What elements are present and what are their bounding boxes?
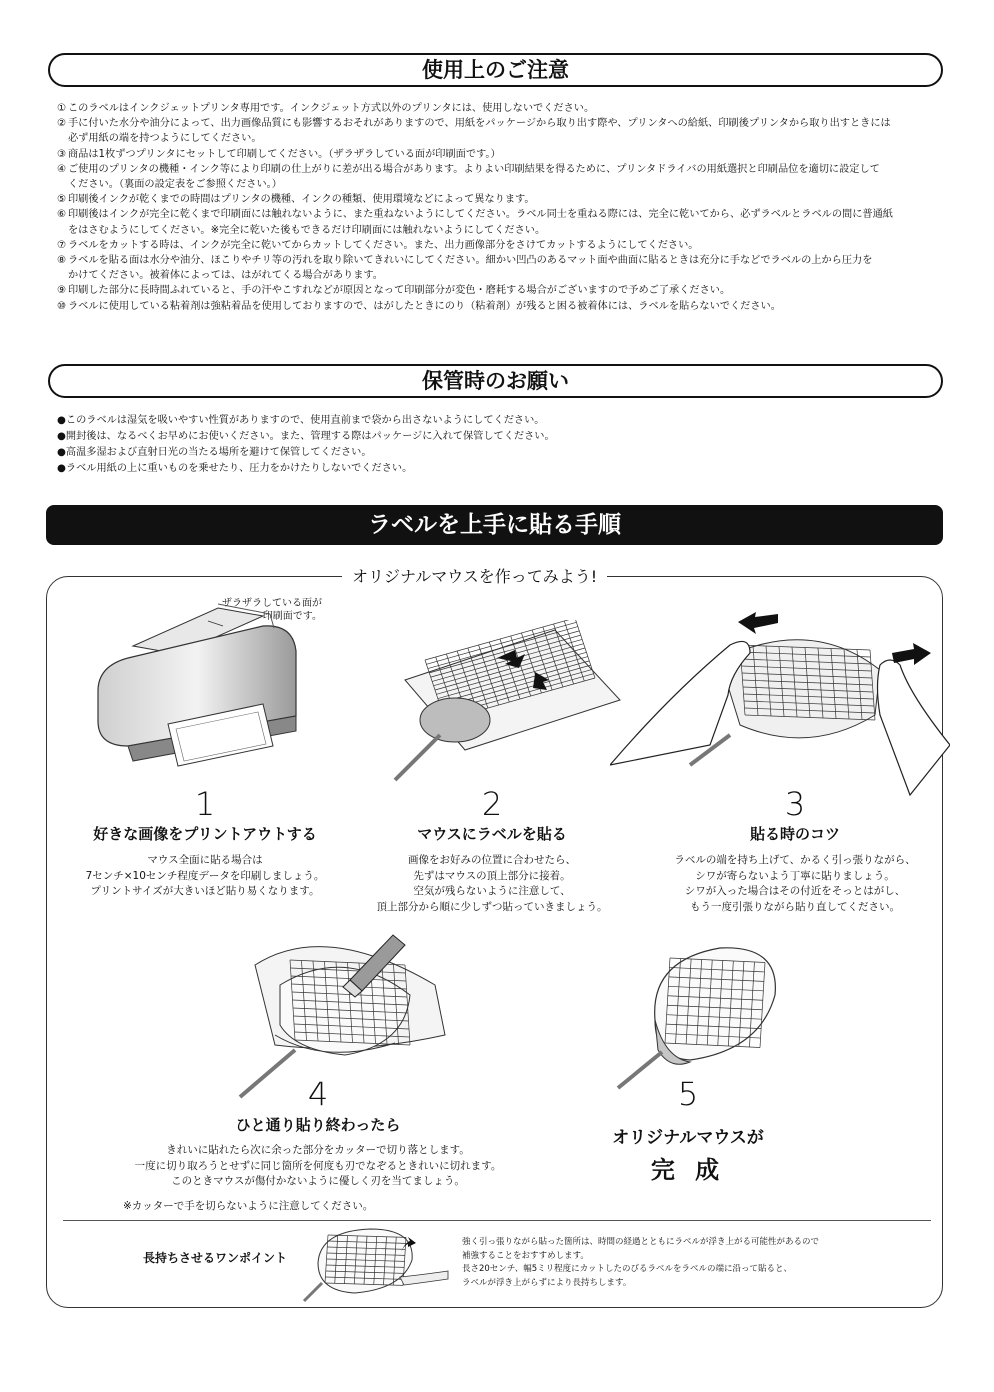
list-item bbox=[57, 101, 937, 116]
step-number: 1 bbox=[194, 785, 216, 823]
list-item-number bbox=[57, 131, 68, 146]
list-item-number: ② bbox=[57, 118, 67, 130]
list-item-number: ④ bbox=[57, 163, 67, 175]
list-item-text: をはさむようにしてください。※完全に乾いた後もできるだけ印刷面には触れないようにしてください。 bbox=[68, 224, 546, 236]
procedure-title: ラベルを上手に貼る手順 bbox=[368, 512, 621, 538]
list-item-text: 印刷後はインクが完全に乾くまで印刷面には触れないように、また重ねないようにしてください。ラベル同士を重ねる際には、完全に乾いてから、必ずラベルとラベルの間に普通紙 bbox=[68, 209, 893, 221]
step-number: 2 bbox=[481, 785, 503, 823]
list-item bbox=[57, 299, 937, 314]
list-item-number bbox=[57, 268, 68, 283]
list-item bbox=[57, 162, 937, 177]
list-item-text: 必ず用紙の端を持つようにしてください。 bbox=[68, 133, 262, 145]
storage-list bbox=[57, 413, 937, 477]
tip-mouse-illustration bbox=[300, 1225, 450, 1303]
step-number: 3 bbox=[784, 785, 806, 823]
list-item-text: 印刷した部分に長時間ふれていると、手の汗やこすれなどが原因となって印刷部分が変色・磨耗する場合がございますので予めご了承ください。 bbox=[68, 285, 731, 297]
step-body: マウス全面に貼る場合は 7センチ×10センチ程度データを印刷しましょう。 プリントサイズが大きいほど貼り易くなります。 bbox=[85, 854, 325, 897]
list-item-number bbox=[57, 223, 68, 238]
storage-heading bbox=[48, 364, 943, 398]
list-item bbox=[57, 177, 937, 192]
step-title: 好きな画像をプリントアウトする bbox=[93, 825, 317, 843]
step-number: 5 bbox=[677, 1075, 699, 1113]
step-body: ラベルの端を持ち上げて、かるく引っ張りながら、 シワが寄らないよう丁寧に貼りましょう。 シワが入った場合はその付近をそっとはがし、 もう一度引張りながら貼り直してください。 bbox=[674, 854, 916, 913]
list-item-text: ラベルに使用している粘着剤は強粘着品を使用しておりますので、はがしたときにのり（粘着剤）が残ると困る被着体には、ラベルを貼らないでください。 bbox=[68, 300, 781, 312]
list-item: ●このラベルは湿気を吸いやすい性質がありますので、使用直前まで袋から出さないようにしてください。 bbox=[57, 415, 545, 426]
tip-heading: 長持ちさせるワンポイント bbox=[143, 1251, 288, 1265]
caution-heading bbox=[48, 53, 943, 87]
caution-title: 使用上のご注意 bbox=[422, 58, 569, 82]
list-item: ●開封後は、なるべくお早めにお使いください。また、管理する際はパッケージに入れて保管してください。 bbox=[57, 431, 555, 442]
list-item bbox=[57, 116, 937, 131]
list-item-number: ① bbox=[57, 103, 67, 114]
list-item-number: ⑥ bbox=[57, 209, 67, 221]
list-item-number: ⑦ bbox=[57, 239, 67, 251]
cutter-note: ※カッターで手を切らないように注意してください。 bbox=[123, 1200, 374, 1212]
mouse-label-illustration bbox=[385, 620, 630, 790]
finished-mouse-illustration bbox=[610, 940, 790, 1090]
step-number: 4 bbox=[307, 1075, 329, 1113]
printer-note: ザラザラしている面が 印刷面です。 bbox=[222, 598, 322, 622]
step-title: マウスにラベルを貼る bbox=[417, 825, 567, 843]
list-item bbox=[57, 268, 937, 283]
step-body: 画像をお好みの位置に合わせたら、 先ずはマウスの頂上部分に接着。 空気が残らないように注意して、 頂上部分から順に少しずつ貼っていきましょう。 bbox=[376, 854, 608, 913]
list-item bbox=[57, 238, 937, 253]
list-item-text: このラベルはインクジェットプリンタ専用です。インクジェット方式以外のプリンタには、使用しないでください。 bbox=[68, 103, 595, 114]
list-item-text: 印刷後インクが乾くまでの時間はプリンタの機種、インクの種類、使用環境などによって異なります。 bbox=[68, 194, 535, 206]
list-item: ●高温多湿および直射日光の当たる場所を避けて保管してください。 bbox=[57, 447, 372, 458]
list-item-text: 手に付いた水分や油分によって、出力画像品質にも影響するおそれがありますので、用紙をパッケージから取り出す際や、プリンタへの給紙、印刷後プリンタから取り出すときには bbox=[68, 118, 891, 130]
step-title-complete: 完 成 bbox=[650, 1156, 726, 1184]
list-item: ●ラベル用紙の上に重いものを乗せたり、圧力をかけたりしないでください。 bbox=[57, 463, 413, 474]
step-title: オリジナルマウスが bbox=[612, 1128, 764, 1148]
list-item bbox=[57, 283, 937, 298]
cutter-illustration bbox=[235, 925, 455, 1100]
list-item-text: かけてください。被着体によっては、はがれてくる場合があります。 bbox=[68, 270, 383, 282]
list-item-text: 商品は1枚ずつプリンタにセットして印刷してください。（ザラザラしている面が印刷面です。） bbox=[68, 148, 501, 160]
tip-body: 強く引っ張りながら貼った箇所は、時間の経過とともにラベルが浮き上がる可能性があるので 補強することをおすすめします。 長さ20センチ、幅5ミリ程度にカットしたのびるラベルをラベルの端に沿って貼ると、 ラベルが浮き上がらずにより長持ちします。 bbox=[462, 1237, 820, 1288]
list-item-number: ⑨ bbox=[57, 285, 67, 297]
step-title: 貼る時のコツ bbox=[749, 825, 840, 843]
list-item bbox=[57, 253, 937, 268]
list-item bbox=[57, 223, 937, 238]
storage-title: 保管時のお願い bbox=[422, 369, 569, 393]
list-item-number: ③ bbox=[57, 148, 67, 160]
divider bbox=[63, 1220, 931, 1221]
step-title: ひと通り貼り終わったら bbox=[235, 1116, 401, 1134]
procedure-subtitle: オリジナルマウスを作ってみよう! bbox=[342, 564, 607, 590]
list-item-number: ⑩ bbox=[57, 300, 67, 312]
list-item bbox=[57, 207, 937, 222]
list-item-number bbox=[57, 177, 68, 192]
list-item-text: ラベルを貼る面は水分や油分、ほこりやチリ等の汚れを取り除いてきれいにしてください。細かい凹凸のあるマット面や曲面に貼るときは充分に手などでラベルの上から圧力を bbox=[68, 255, 873, 267]
list-item-number: ⑧ bbox=[57, 255, 67, 267]
list-item bbox=[57, 147, 937, 162]
list-item-text: ラベルをカットする時は、インクが完全に乾いてからカットしてください。また、出力画像部分をさけてカットするようにしてください。 bbox=[68, 239, 699, 251]
printer-illustration bbox=[88, 596, 388, 786]
hands-illustration bbox=[610, 605, 950, 805]
list-item-text: ご使用のプリンタの機種・インク等により印刷の仕上がりに差が出る場合があります。よりよい印刷結果を得るために、プリンタドライバの用紙選択と印刷品位を適切に設定して bbox=[68, 163, 880, 175]
list-item bbox=[57, 192, 937, 207]
caution-list bbox=[57, 101, 937, 314]
step-body: きれいに貼れたら次に余った部分をカッターで切り落とします。 一度に切り取ろうとせずに同じ箇所を何度も刃でなぞるときれいに切れます。 このときマウスが傷付かないように優しく刃を当てましょう。 bbox=[134, 1144, 502, 1187]
list-item-text: ください。（裏面の設定表をご参照ください。） bbox=[68, 179, 282, 191]
list-item-number: ⑤ bbox=[57, 194, 67, 206]
list-item bbox=[57, 131, 937, 146]
procedure-heading bbox=[46, 505, 943, 545]
